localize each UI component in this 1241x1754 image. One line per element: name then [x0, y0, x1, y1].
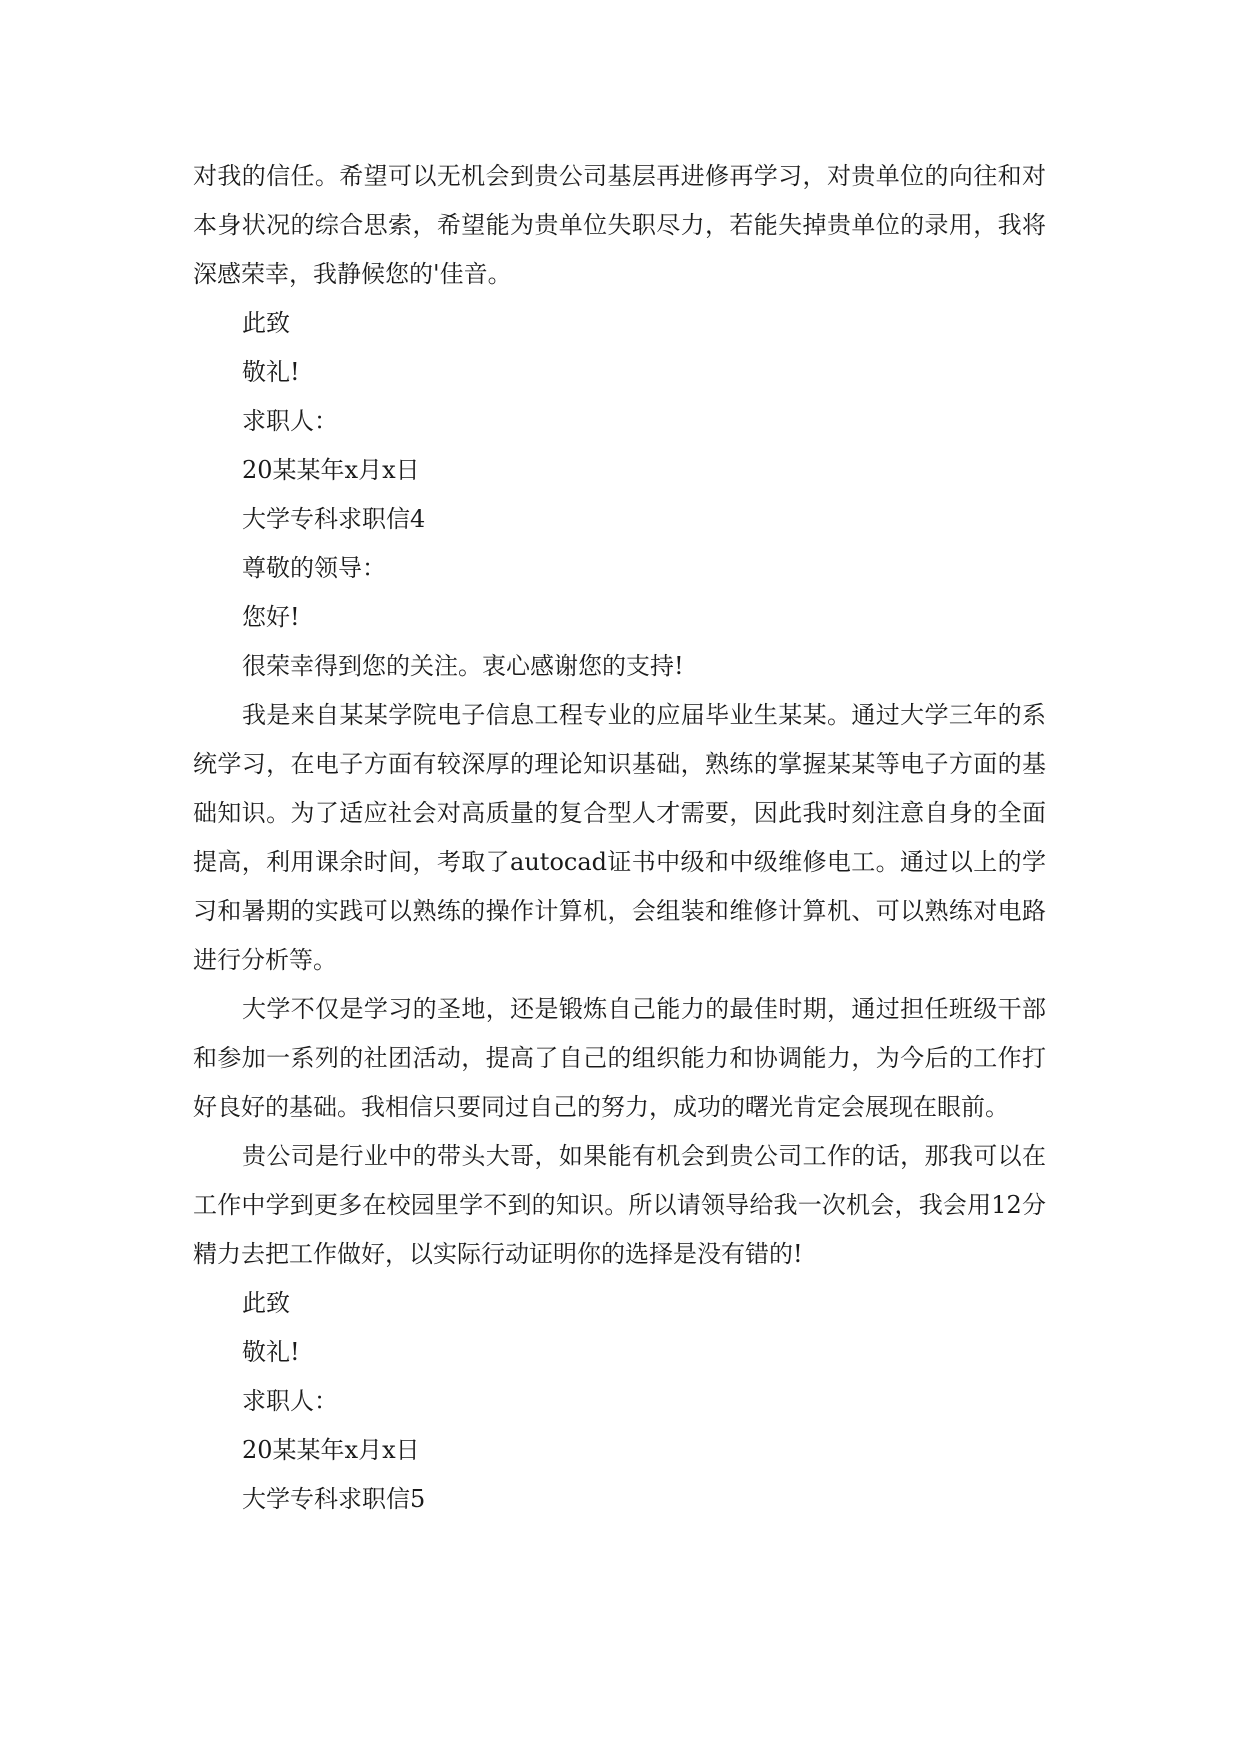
paragraph-university-experience: 大学不仅是学习的圣地，还是锻炼自己能力的最佳时期，通过担任班级干部和参加一系列的社团活动，提高了自己的组织能力和协调能力，为今后的工作打好良好的基础。我相信只要同过自己的努力，成功的曙光肯定会展现在眼前。 [193, 995, 1046, 1121]
letter-date: 20某某年x月x日 [242, 456, 420, 484]
greeting-hello: 您好! [242, 603, 300, 631]
salutation-cizhi-2: 此致 [242, 1289, 290, 1317]
paragraph-company-request: 贵公司是行业中的带头大哥，如果能有机会到贵公司工作的话，那我可以在工作中学到更多在校园里学不到的知识。所以请领导给我一次机会，我会用12分精力去把工作做好，以实际行动证明你的选择是没有错的! [193, 1142, 1046, 1268]
paragraph-thanks: 很荣幸得到您的关注。衷心感谢您的支持! [242, 652, 684, 680]
applicant-label-2: 求职人： [242, 1387, 338, 1415]
letter-date-2: 20某某年x月x日 [242, 1436, 420, 1464]
paragraph-introduction: 我是来自某某学院电子信息工程专业的应届毕业生某某。通过大学三年的系统学习，在电子方面有较深厚的理论知识基础，熟练的掌握某某等电子方面的基础知识。为了适应社会对高质量的复合型人才需要，因此我时刻注意自身的全面提高，利用课余时间，考取了autocad证书中级和中级维修电工。通过以上的学习和暑期的实践可以熟练的操作计算机，会组装和维修计算机、可以熟练对电路进行分析等。 [193, 701, 1046, 974]
document-body [193, 152, 1046, 1524]
salutation-jingli: 敬礼! [242, 358, 300, 386]
greeting-leader: 尊敬的领导： [242, 554, 386, 582]
salutation-jingli-2: 敬礼! [242, 1338, 300, 1366]
applicant-label: 求职人： [242, 407, 338, 435]
paragraph-closing-trust: 对我的信任。希望可以无机会到贵公司基层再进修再学习，对贵单位的向往和对本身状况的综合思索，希望能为贵单位失职尽力，若能失掉贵单位的录用，我将深感荣幸，我静候您的'佳音。 [193, 162, 1046, 288]
salutation-cizhi: 此致 [242, 309, 290, 337]
section-heading-letter-5: 大学专科求职信5 [242, 1485, 426, 1513]
section-heading-letter-4: 大学专科求职信4 [242, 505, 426, 533]
